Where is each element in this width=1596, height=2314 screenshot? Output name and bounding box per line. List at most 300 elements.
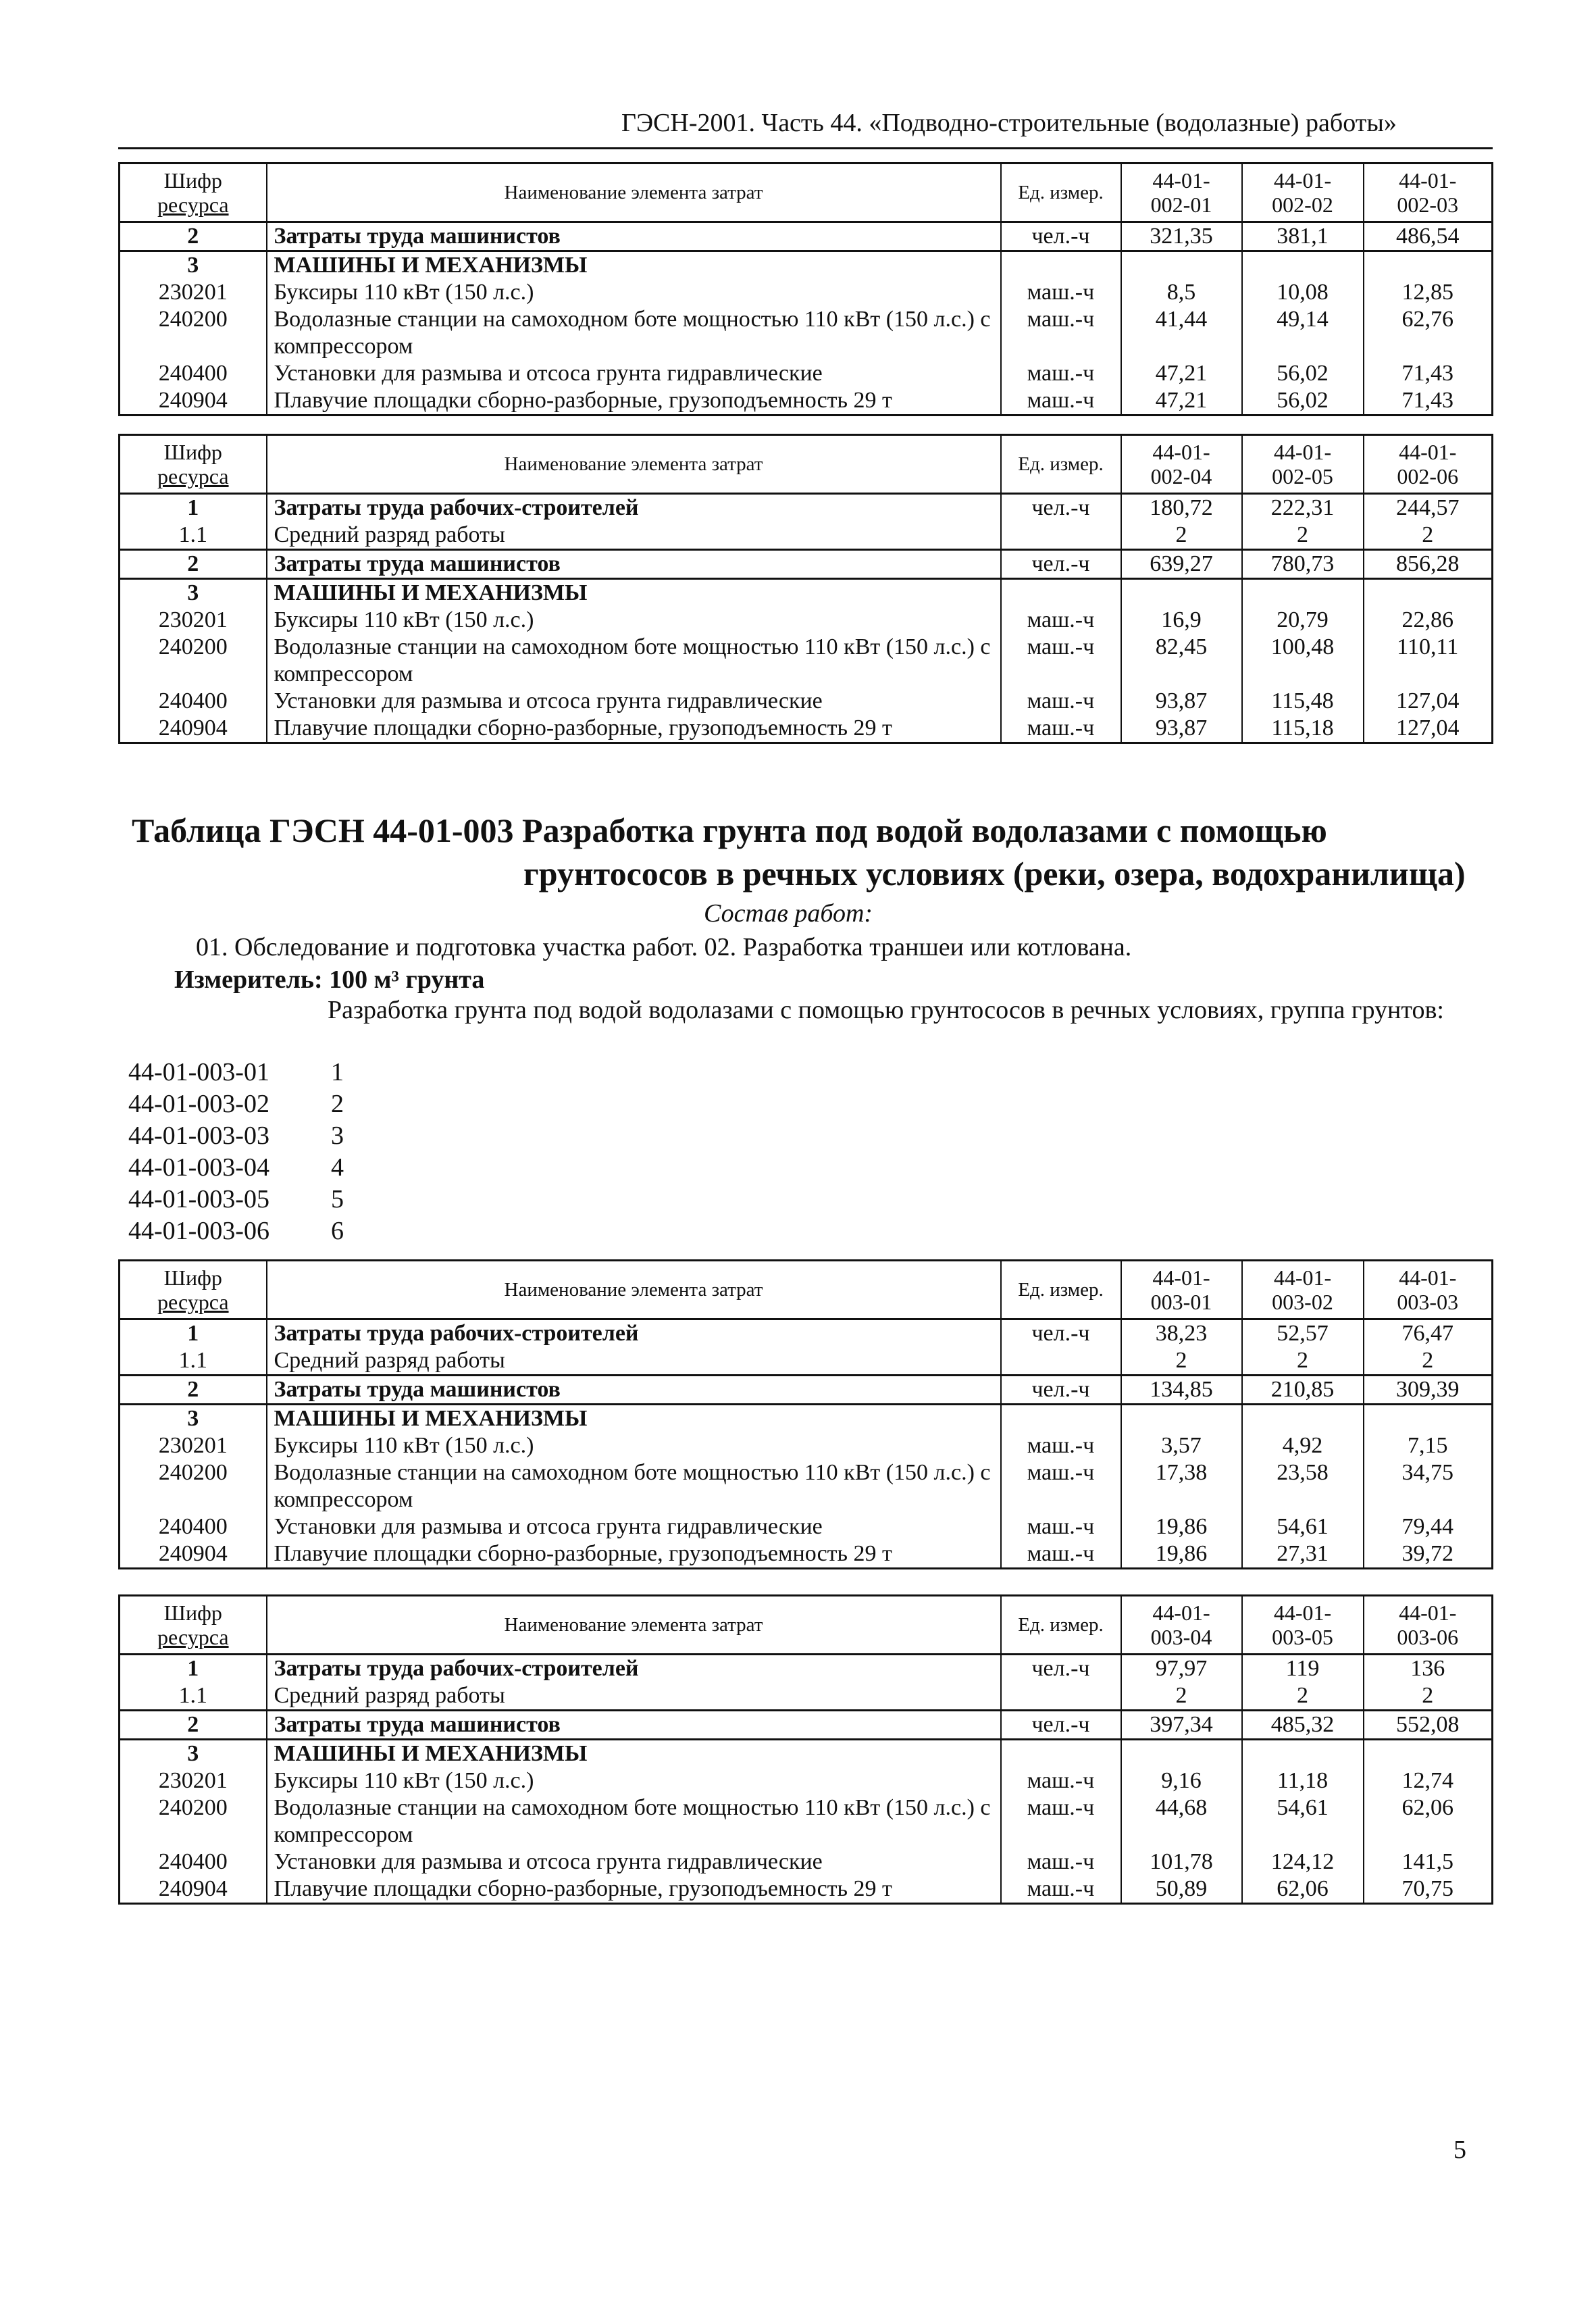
norm-value: 180,72 [1121,494,1242,522]
norm-value: 82,45 [1121,634,1242,688]
column-header-name: Наименование элемента затрат [267,435,1001,494]
unit-of-measure: маш.-ч [1001,360,1121,387]
column-header-norm-code [1364,1596,1493,1655]
norm-code-line1: 44-01- [1152,1601,1210,1625]
table-row [120,1655,1493,1683]
norm-value: 4,92 [1242,1432,1364,1459]
table-row [120,1376,1493,1405]
code-list-item [128,1088,344,1120]
norm-value: 2 [1121,1347,1242,1376]
cost-element-name: Затраты труда рабочих-строителей [267,1655,1001,1683]
table-header-row [120,1596,1493,1655]
norm-code-line1: 44-01- [1399,1601,1457,1625]
cost-element-name: Плавучие площадки сборно-разборные, грузоподъемность 29 т [267,1876,1001,1904]
norm-code-line1: 44-01- [1273,1601,1332,1625]
column-header-norm-code [1364,1261,1493,1319]
cost-element-name: Буксиры 110 кВт (150 л.с.) [267,279,1001,306]
cost-element-name: Затраты труда машинистов [267,1711,1001,1740]
column-header-norm-code [1242,435,1364,494]
cost-element-name: Средний разряд работы [267,1347,1001,1376]
unit-of-measure: маш.-ч [1001,607,1121,634]
resource-code: 3 [120,1740,267,1768]
norm-value: 62,06 [1364,1794,1493,1848]
resource-code: 1 [120,494,267,522]
unit-of-measure [1001,1347,1121,1376]
table-row [120,1405,1493,1433]
resource-code: 3 [120,1405,267,1433]
cost-element-name: МАШИНЫ И МЕХАНИЗМЫ [267,579,1001,607]
unit-of-measure: маш.-ч [1001,387,1121,416]
norm-code-line2: 002-03 [1397,193,1459,217]
resource-code: 240400 [120,688,267,715]
norm-value: 101,78 [1121,1848,1242,1876]
resource-table-1 [118,162,1493,416]
column-header-code [120,164,267,222]
unit-of-measure: маш.-ч [1001,279,1121,306]
cost-element-name: Затраты труда машинистов [267,1376,1001,1405]
unit-of-measure [1001,1740,1121,1768]
code-header-line2: ресурса [157,193,229,217]
unit-of-measure: чел.-ч [1001,494,1121,522]
norm-value: 210,85 [1242,1376,1364,1405]
norm-value: 23,58 [1242,1459,1364,1513]
norm-code-line1: 44-01- [1273,1265,1332,1290]
norm-value: 52,57 [1242,1319,1364,1348]
resource-code: 230201 [120,1432,267,1459]
resource-code: 230201 [120,607,267,634]
norm-value: 22,86 [1364,607,1493,634]
section-title-line2: грунтососов в речных условиях (реки, озера, водохранилища) [523,855,1466,892]
norm-code-line1: 44-01- [1152,168,1210,193]
resource-code: 230201 [120,279,267,306]
table-row [120,1876,1493,1904]
norm-code-line1: 44-01- [1152,440,1210,464]
cost-element-name: Буксиры 110 кВт (150 л.с.) [267,1767,1001,1794]
norm-code-line2: 003-01 [1150,1290,1212,1314]
norm-value: 38,23 [1121,1319,1242,1348]
norm-value: 110,11 [1364,634,1493,688]
resource-code: 1 [120,1655,267,1683]
norm-value: 127,04 [1364,715,1493,743]
cost-element-name: Плавучие площадки сборно-разборные, грузоподъемность 29 т [267,387,1001,416]
table-row [120,360,1493,387]
norm-code-line1: 44-01- [1399,1265,1457,1290]
unit-of-measure: маш.-ч [1001,306,1121,360]
norm-code-line2: 003-03 [1397,1290,1459,1314]
norm-value: 54,61 [1242,1513,1364,1540]
norm-code: 44-01-003-06 [128,1217,269,1245]
norm-value: 12,85 [1364,279,1493,306]
cost-element-name: Водолазные станции на самоходном боте мощностью 110 кВт (150 л.с.) с компрессором [267,306,1001,360]
code-list-item [128,1152,344,1184]
norm-value: 56,02 [1242,387,1364,416]
unit-of-measure: маш.-ч [1001,688,1121,715]
resource-table-4 [118,1594,1493,1905]
norm-value: 3,57 [1121,1432,1242,1459]
norm-value: 20,79 [1242,607,1364,634]
norm-value: 100,48 [1242,634,1364,688]
unit-of-measure: маш.-ч [1001,1876,1121,1904]
norm-value: 41,44 [1121,306,1242,360]
norm-value: 62,76 [1364,306,1493,360]
norm-code-line2: 002-06 [1397,464,1459,488]
code-list-item [128,1215,344,1247]
unit-of-measure [1001,522,1121,550]
code-header-line2: ресурса [157,464,229,488]
resource-code: 240200 [120,306,267,360]
unit-of-measure: маш.-ч [1001,1794,1121,1848]
norm-value: 124,12 [1242,1848,1364,1876]
unit-of-measure [1001,1405,1121,1433]
norm-value: 127,04 [1364,688,1493,715]
norm-value: 119 [1242,1655,1364,1683]
resource-table-3 [118,1259,1493,1569]
column-header-norm-code [1121,1261,1242,1319]
norm-code-line1: 44-01- [1399,168,1457,193]
norm-value: 19,86 [1121,1513,1242,1540]
norm-value: 44,68 [1121,1794,1242,1848]
resource-code: 1.1 [120,1347,267,1376]
resource-code: 2 [120,222,267,251]
norm-value: 71,43 [1364,360,1493,387]
column-header-norm-code [1121,435,1242,494]
unit-of-measure: маш.-ч [1001,634,1121,688]
column-header-unit: Ед. измер. [1001,435,1121,494]
resource-code: 240400 [120,360,267,387]
work-operations: 01. Обследование и подготовка участка работ. 02. Разработка траншеи или котлована. [196,933,1132,961]
norm-code: 44-01-003-01 [128,1058,269,1086]
column-header-code [120,1596,267,1655]
column-header-norm-code [1242,164,1364,222]
norm-value: 2 [1242,1347,1364,1376]
norm-value: 27,31 [1242,1540,1364,1569]
cost-element-name: Установки для размыва и отсоса грунта гидравлические [267,1513,1001,1540]
norm-code-line2: 002-01 [1150,193,1212,217]
table-row [120,1459,1493,1513]
norm-value: 780,73 [1242,550,1364,579]
page-number: 5 [1453,2136,1466,2164]
resource-code: 240904 [120,387,267,416]
cost-element-name: Установки для размыва и отсоса грунта гидравлические [267,688,1001,715]
norm-value: 93,87 [1121,715,1242,743]
norm-value: 639,27 [1121,550,1242,579]
cost-element-name: Средний разряд работы [267,1682,1001,1711]
table-row [120,222,1493,251]
table-row [120,607,1493,634]
column-header-code [120,435,267,494]
resource-code: 2 [120,1376,267,1405]
unit-of-measure: чел.-ч [1001,1711,1121,1740]
table-row [120,688,1493,715]
column-header-norm-code [1121,1596,1242,1655]
resource-code: 240400 [120,1848,267,1876]
table-row [120,550,1493,579]
norm-code-line2: 003-02 [1272,1290,1333,1314]
table-row [120,1319,1493,1348]
norm-value: 12,74 [1364,1767,1493,1794]
soil-group: 4 [331,1153,344,1182]
unit-of-measure: маш.-ч [1001,1540,1121,1569]
column-header-code [120,1261,267,1319]
norm-value: 76,47 [1364,1319,1493,1348]
unit-of-measure: чел.-ч [1001,550,1121,579]
cost-element-name: Плавучие площадки сборно-разборные, грузоподъемность 29 т [267,715,1001,743]
norm-value: 2 [1364,1347,1493,1376]
norm-value [1242,1405,1364,1433]
norm-value: 2 [1121,522,1242,550]
norm-value: 93,87 [1121,688,1242,715]
soil-group: 6 [331,1217,344,1245]
resource-code: 2 [120,1711,267,1740]
table-row [120,1432,1493,1459]
norm-value: 115,18 [1242,715,1364,743]
norm-value: 2 [1242,522,1364,550]
cost-element-name: Установки для размыва и отсоса грунта гидравлические [267,1848,1001,1876]
cost-element-name: Буксиры 110 кВт (150 л.с.) [267,607,1001,634]
norm-value [1242,1740,1364,1768]
soil-group: 2 [331,1090,344,1118]
norm-code-line1: 44-01- [1152,1265,1210,1290]
table-row [120,634,1493,688]
norm-value: 34,75 [1364,1459,1493,1513]
resource-code: 230201 [120,1767,267,1794]
table-row [120,1540,1493,1569]
table-header-row [120,164,1493,222]
norm-value: 381,1 [1242,222,1364,251]
table-row [120,279,1493,306]
norm-value: 8,5 [1121,279,1242,306]
resource-code: 240200 [120,1794,267,1848]
norm-value: 856,28 [1364,550,1493,579]
cost-element-name: Водолазные станции на самоходном боте мощностью 110 кВт (150 л.с.) с компрессором [267,634,1001,688]
norm-value [1121,579,1242,607]
unit-of-measure [1001,251,1121,280]
unit-of-measure: маш.-ч [1001,1848,1121,1876]
norm-value [1242,251,1364,280]
resource-code: 1 [120,1319,267,1348]
norm-value: 47,21 [1121,387,1242,416]
measure-unit: Измеритель: 100 м³ грунта [174,965,485,994]
cost-element-name: Затраты труда машинистов [267,550,1001,579]
table-row [120,251,1493,280]
norm-value: 47,21 [1121,360,1242,387]
resource-code: 240400 [120,1513,267,1540]
code-list-item [128,1184,344,1215]
norm-value [1364,251,1493,280]
cost-element-name: МАШИНЫ И МЕХАНИЗМЫ [267,1405,1001,1433]
column-header-unit: Ед. измер. [1001,1596,1121,1655]
page-header: ГЭСН-2001. Часть 44. «Подводно-строительные (водолазные) работы» [621,109,1397,137]
norm-value: 486,54 [1364,222,1493,251]
table-header-row [120,1261,1493,1319]
work-composition-label: Состав работ: [704,899,873,928]
column-header-name: Наименование элемента затрат [267,1596,1001,1655]
code-header-line1: Шифр [163,1601,222,1625]
norm-value: 19,86 [1121,1540,1242,1569]
section-title-line1: Таблица ГЭСН 44-01-003 Разработка грунта под водой водолазами с помощью [132,811,1327,849]
norm-code-line2: 003-05 [1272,1625,1333,1649]
norm-value [1121,1405,1242,1433]
norm-value: 2 [1121,1682,1242,1711]
unit-of-measure: чел.-ч [1001,1655,1121,1683]
code-header-line2: ресурса [157,1625,229,1649]
soil-group: 1 [331,1058,344,1086]
norm-value: 39,72 [1364,1540,1493,1569]
table-row [120,1711,1493,1740]
column-header-norm-code [1242,1596,1364,1655]
norm-value: 11,18 [1242,1767,1364,1794]
norm-value: 10,08 [1242,279,1364,306]
column-header-norm-code [1364,435,1493,494]
header-rule [118,147,1493,149]
column-header-unit: Ед. измер. [1001,164,1121,222]
norm-value: 2 [1364,1682,1493,1711]
norm-code-line1: 44-01- [1273,440,1332,464]
column-header-name: Наименование элемента затрат [267,1261,1001,1319]
unit-of-measure: маш.-ч [1001,715,1121,743]
norm-code-line2: 003-06 [1397,1625,1459,1649]
column-header-norm-code [1242,1261,1364,1319]
table-row [120,715,1493,743]
resource-table-2 [118,434,1493,744]
norm-value [1242,579,1364,607]
norm-value [1364,579,1493,607]
norm-value: 9,16 [1121,1767,1242,1794]
norm-value: 16,9 [1121,607,1242,634]
resource-code: 1.1 [120,1682,267,1711]
norm-value: 71,43 [1364,387,1493,416]
table-row [120,494,1493,522]
norm-value: 134,85 [1121,1376,1242,1405]
table-row [120,522,1493,550]
resource-code: 240904 [120,715,267,743]
code-header-line2: ресурса [157,1290,229,1314]
resource-code: 2 [120,550,267,579]
soil-group: 3 [331,1122,344,1150]
resource-code: 240904 [120,1876,267,1904]
norm-value: 136 [1364,1655,1493,1683]
resource-code: 240200 [120,634,267,688]
norm-value [1364,1405,1493,1433]
unit-of-measure [1001,579,1121,607]
norm-value: 552,08 [1364,1711,1493,1740]
norm-value: 115,48 [1242,688,1364,715]
norm-value: 97,97 [1121,1655,1242,1683]
norm-value: 2 [1242,1682,1364,1711]
cost-element-name: Водолазные станции на самоходном боте мощностью 110 кВт (150 л.с.) с компрессором [267,1794,1001,1848]
work-description: Разработка грунта под водой водолазами с помощью грунтососов в речных условиях, группа грунтов: [328,996,1444,1024]
table-header-row [120,435,1493,494]
norm-value: 79,44 [1364,1513,1493,1540]
unit-of-measure: чел.-ч [1001,1319,1121,1348]
norm-value: 17,38 [1121,1459,1242,1513]
table-row [120,1347,1493,1376]
norm-code-line2: 002-04 [1150,464,1212,488]
norm-code: 44-01-003-04 [128,1153,269,1182]
norm-value: 54,61 [1242,1794,1364,1848]
table-row [120,1794,1493,1848]
norm-value: 397,34 [1121,1711,1242,1740]
code-header-line1: Шифр [163,440,222,464]
norm-value: 49,14 [1242,306,1364,360]
norm-code: 44-01-003-03 [128,1122,269,1150]
cost-element-name: Установки для размыва и отсоса грунта гидравлические [267,360,1001,387]
table-row [120,1740,1493,1768]
soil-group: 5 [331,1185,344,1213]
cost-element-name: Буксиры 110 кВт (150 л.с.) [267,1432,1001,1459]
cost-element-name: Средний разряд работы [267,522,1001,550]
norm-value: 244,57 [1364,494,1493,522]
norm-code: 44-01-003-02 [128,1090,269,1118]
norm-value: 2 [1364,522,1493,550]
column-header-norm-code [1364,164,1493,222]
norm-code-line2: 002-02 [1272,193,1333,217]
norm-value: 485,32 [1242,1711,1364,1740]
code-header-line1: Шифр [163,168,222,193]
cost-element-name: МАШИНЫ И МЕХАНИЗМЫ [267,1740,1001,1768]
unit-of-measure: маш.-ч [1001,1513,1121,1540]
table-row [120,1513,1493,1540]
norm-value: 321,35 [1121,222,1242,251]
code-list-item [128,1120,344,1152]
norm-value: 141,5 [1364,1848,1493,1876]
table-row [120,306,1493,360]
norm-code-line2: 003-04 [1150,1625,1212,1649]
table-row [120,1848,1493,1876]
unit-of-measure: чел.-ч [1001,1376,1121,1405]
norm-code-line2: 002-05 [1272,464,1333,488]
code-header-line1: Шифр [163,1265,222,1290]
norm-value [1364,1740,1493,1768]
norm-value: 309,39 [1364,1376,1493,1405]
resource-code: 240200 [120,1459,267,1513]
unit-of-measure [1001,1682,1121,1711]
resource-code: 3 [120,251,267,280]
table-row [120,579,1493,607]
cost-element-name: Затраты труда рабочих-строителей [267,494,1001,522]
norm-code: 44-01-003-05 [128,1185,269,1213]
table-row [120,1682,1493,1711]
resource-code: 1.1 [120,522,267,550]
norm-value [1121,251,1242,280]
cost-element-name: Затраты труда машинистов [267,222,1001,251]
norm-value: 50,89 [1121,1876,1242,1904]
resource-code: 3 [120,579,267,607]
unit-of-measure: маш.-ч [1001,1459,1121,1513]
unit-of-measure: чел.-ч [1001,222,1121,251]
unit-of-measure: маш.-ч [1001,1767,1121,1794]
norm-value: 7,15 [1364,1432,1493,1459]
table-row [120,387,1493,416]
norm-value: 56,02 [1242,360,1364,387]
norm-code-line1: 44-01- [1273,168,1332,193]
column-header-name: Наименование элемента затрат [267,164,1001,222]
norm-value [1121,1740,1242,1768]
cost-element-name: МАШИНЫ И МЕХАНИЗМЫ [267,251,1001,280]
norm-code-line1: 44-01- [1399,440,1457,464]
code-list-item [128,1057,344,1088]
column-header-unit: Ед. измер. [1001,1261,1121,1319]
unit-of-measure: маш.-ч [1001,1432,1121,1459]
cost-element-name: Плавучие площадки сборно-разборные, грузоподъемность 29 т [267,1540,1001,1569]
norm-value: 62,06 [1242,1876,1364,1904]
table-row [120,1767,1493,1794]
code-list [128,1057,344,1247]
cost-element-name: Водолазные станции на самоходном боте мощностью 110 кВт (150 л.с.) с компрессором [267,1459,1001,1513]
cost-element-name: Затраты труда рабочих-строителей [267,1319,1001,1348]
norm-value: 70,75 [1364,1876,1493,1904]
norm-value: 222,31 [1242,494,1364,522]
